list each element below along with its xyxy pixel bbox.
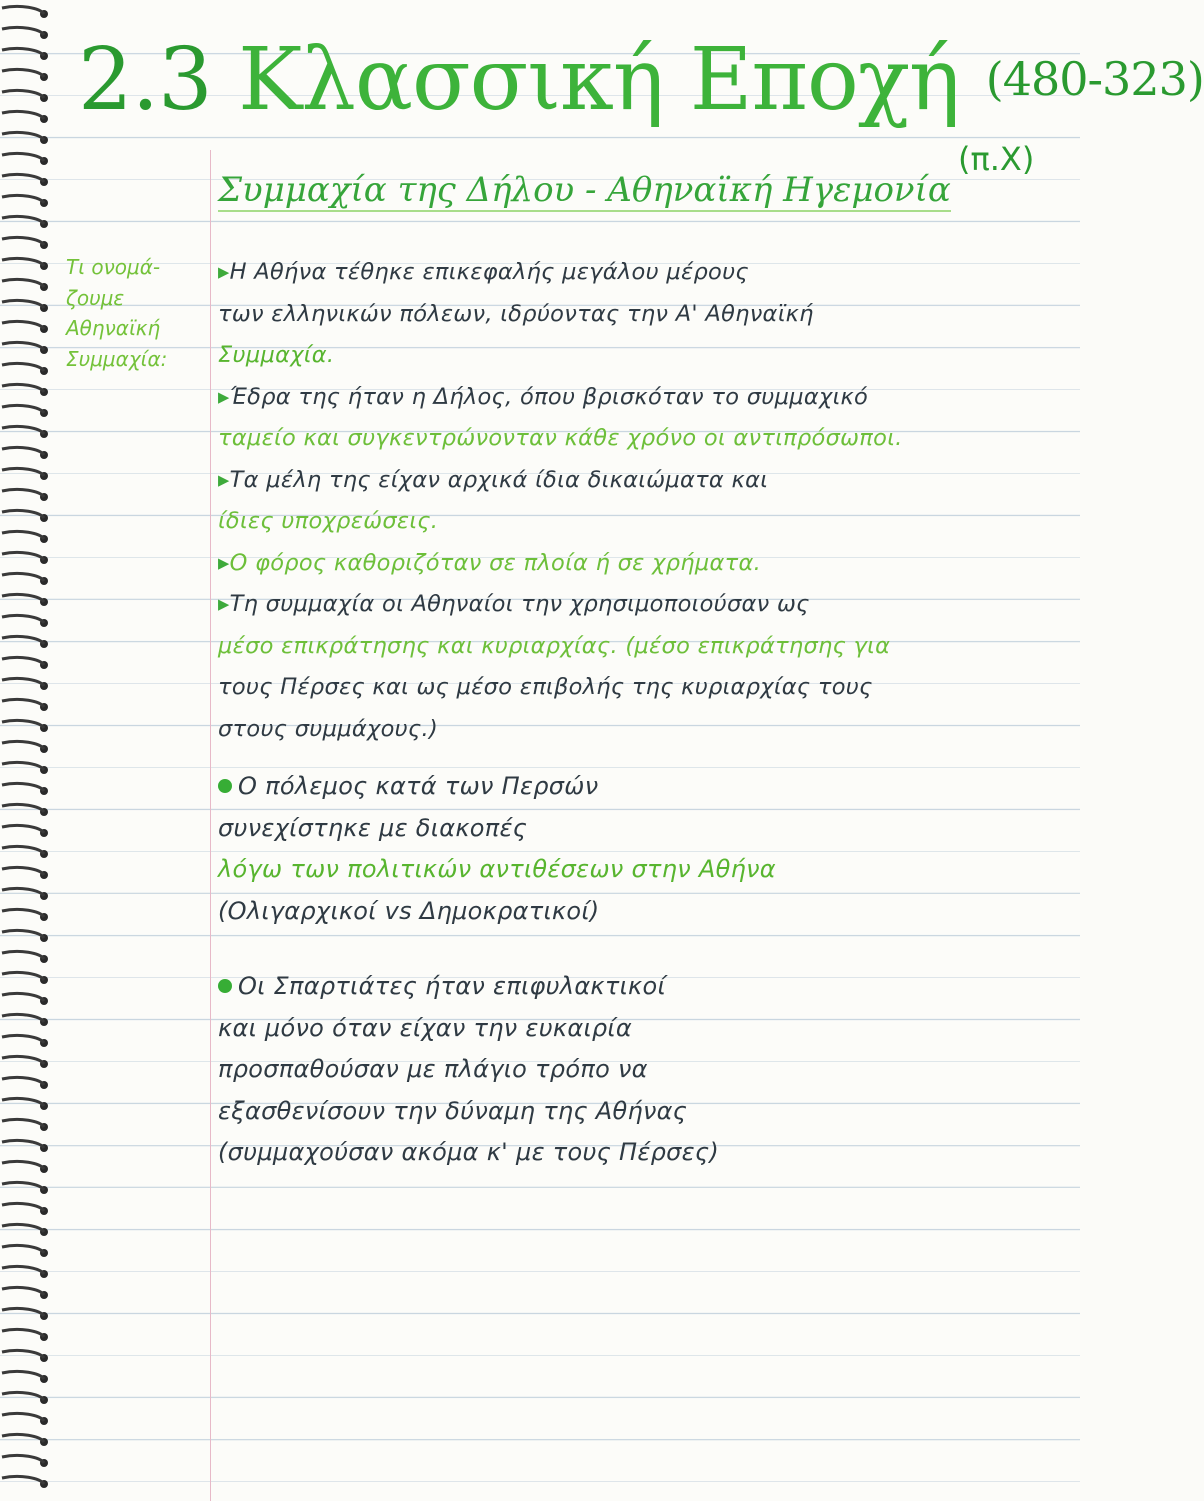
spiral-wire	[2, 1392, 44, 1400]
spiral-wire	[2, 321, 44, 329]
spiral-wire	[2, 762, 44, 770]
spiral-wire	[2, 69, 44, 77]
spiral-wire	[2, 6, 44, 14]
spiral-wire	[2, 804, 44, 812]
title-era: (π.Χ)	[958, 140, 1035, 178]
spiral-wire	[2, 1329, 44, 1337]
spiral-wire	[2, 1224, 44, 1232]
spiral-wire	[2, 426, 44, 434]
title-years: (480-323)	[985, 52, 1204, 106]
spiral-wire	[2, 657, 44, 665]
spiral-wire	[2, 1371, 44, 1379]
spiral-wire	[2, 1098, 44, 1106]
arrow-bullet-icon: ▸	[218, 549, 230, 576]
spiral-wire	[2, 720, 44, 728]
spiral-wire	[2, 111, 44, 119]
text-line: ίδιες υποχρεώσεις.	[218, 508, 439, 534]
title-number: 2.3	[78, 30, 212, 130]
side-note-line: Τι ονομά-	[66, 255, 161, 279]
spiral-wire	[2, 909, 44, 917]
text-line: λόγω των πολιτικών αντιθέσεων στην Αθήνα	[218, 855, 776, 883]
spiral-wire	[2, 846, 44, 854]
spiral-wire	[2, 1308, 44, 1316]
spiral-wire	[2, 993, 44, 1001]
spiral-wire	[2, 1413, 44, 1421]
text-line: ▸Η Αθήνα τέθηκε επικεφαλής μεγάλου μέρους	[218, 259, 749, 285]
spiral-wire	[2, 363, 44, 371]
spiral-wire	[2, 951, 44, 959]
spiral-wire	[2, 930, 44, 938]
spiral-wire	[2, 468, 44, 476]
spiral-wire	[2, 678, 44, 686]
arrow-bullet-icon: ▸	[218, 591, 230, 617]
spiral-wire	[2, 1476, 44, 1484]
spiral-wire	[2, 1266, 44, 1274]
text-line: ▸Τα μέλη της είχαν αρχικά ίδια δικαιώματα και	[218, 466, 769, 493]
text-line: ▸Τη συμμαχία οι Αθηναίοι την χρησιμοποιούσαν ως	[218, 591, 810, 617]
spiral-wire	[2, 972, 44, 980]
text-line: (Ολιγαρχικοί vs Δημοκρατικοί)	[218, 896, 600, 925]
bullet-dot-icon	[218, 979, 232, 993]
spiral-wire	[2, 825, 44, 833]
bullet-dot-icon	[218, 779, 232, 793]
spiral-wire	[2, 552, 44, 560]
paragraph-persian-war	[218, 766, 1068, 932]
spiral-wire	[2, 741, 44, 749]
side-note-line: Αθηναϊκή	[66, 316, 161, 340]
paragraph-alliance	[218, 252, 1068, 750]
paragraph-spartans	[218, 966, 1068, 1174]
text-line: μέσο επικράτησης και κυριαρχίας. (μέσο επικράτησης για	[218, 632, 891, 659]
spiral-wire	[2, 783, 44, 791]
text-line: Οι Σπαρτιάτες ήταν επιφυλακτικοί	[218, 966, 1068, 1008]
spiral-wire	[2, 1245, 44, 1253]
spiral-wire	[2, 615, 44, 623]
arrow-bullet-icon: ▸	[218, 466, 230, 493]
text-line: ▸Έδρα της ήταν η Δήλος, όπου βρισκόταν το συμμαχικό	[218, 383, 869, 410]
spiral-wire	[2, 1182, 44, 1190]
spiral-wire	[2, 573, 44, 581]
spiral-wire	[2, 279, 44, 287]
spiral-wire	[2, 258, 44, 266]
spiral-wire	[2, 1455, 44, 1463]
spiral-wire	[2, 27, 44, 35]
spiral-wire	[2, 237, 44, 245]
spiral-wire	[2, 153, 44, 161]
spiral-wire	[2, 1014, 44, 1022]
spiral-wire	[2, 867, 44, 875]
spiral-wire	[2, 489, 44, 497]
spiral-wire	[2, 510, 44, 518]
spiral-wire	[2, 1119, 44, 1127]
spiral-wire	[2, 531, 44, 539]
spiral-wire	[2, 888, 44, 896]
spiral-wire	[2, 1056, 44, 1064]
arrow-bullet-icon: ▸	[218, 383, 230, 410]
spiral-wire	[2, 90, 44, 98]
spiral-wire	[2, 1203, 44, 1211]
spiral-wire	[2, 1161, 44, 1169]
side-note-line: ζουμε	[66, 285, 125, 310]
spiral-wire	[2, 216, 44, 224]
arrow-bullet-icon: ▸	[218, 259, 230, 285]
text-line: Ο πόλεμος κατά των Περσών	[218, 766, 1068, 808]
text-line: ▸Ο φόρος καθοριζόταν σε πλοία ή σε χρήματα.	[218, 549, 762, 576]
spiral-wire	[2, 447, 44, 455]
spiral-wire	[2, 342, 44, 350]
text-line: προσπαθούσαν με πλάγιο τρόπο να	[218, 1055, 648, 1083]
text-line: ταμείο και συγκεντρώνονταν κάθε χρόνο οι αντιπρόσωποι.	[218, 425, 903, 451]
spiral-wire	[2, 384, 44, 392]
spiral-wire	[2, 174, 44, 182]
spiral-wire	[2, 132, 44, 140]
spiral-wire	[2, 1434, 44, 1442]
text-line: (συμμαχούσαν ακόμα κ' με τους Πέρσες)	[218, 1138, 719, 1166]
text-line: στους συμμάχους.)	[218, 715, 439, 742]
text-line: και μόνο όταν είχαν την ευκαιρία	[218, 1013, 632, 1042]
spiral-wire	[2, 1287, 44, 1295]
side-note-line: Συμμαχία:	[66, 346, 168, 371]
spiral-wire	[2, 1077, 44, 1085]
spiral-wire	[2, 405, 44, 413]
spiral-wire	[2, 636, 44, 644]
side-note	[66, 252, 226, 374]
page-title	[78, 30, 1204, 130]
text-line: τους Πέρσες και ως μέσο επιβολής της κυριαρχίας τους	[218, 674, 873, 700]
spiral-wire	[2, 195, 44, 203]
title-text: Κλασσική Εποχή	[238, 30, 960, 130]
spiral-wire	[2, 1035, 44, 1043]
spiral-wire	[2, 300, 44, 308]
section-subtitle: Συμμαχία της Δήλου - Αθηναϊκή Ηγεμονία	[218, 170, 951, 210]
text-line: των ελληνικών πόλεων, ιδρύοντας την Α' Αθηναϊκή	[218, 300, 814, 327]
spiral-binding	[0, 0, 62, 1501]
text-line: συνεχίστηκε με διακοπές	[218, 813, 528, 842]
spiral-wire	[2, 48, 44, 56]
spiral-wire	[2, 699, 44, 707]
spiral-wire	[2, 1140, 44, 1148]
spiral-wire	[2, 1350, 44, 1358]
spiral-wire	[2, 594, 44, 602]
text-line: εξασθενίσουν την δύναμη της Αθήνας	[218, 1096, 688, 1125]
text-line: Συμμαχία.	[218, 342, 335, 368]
